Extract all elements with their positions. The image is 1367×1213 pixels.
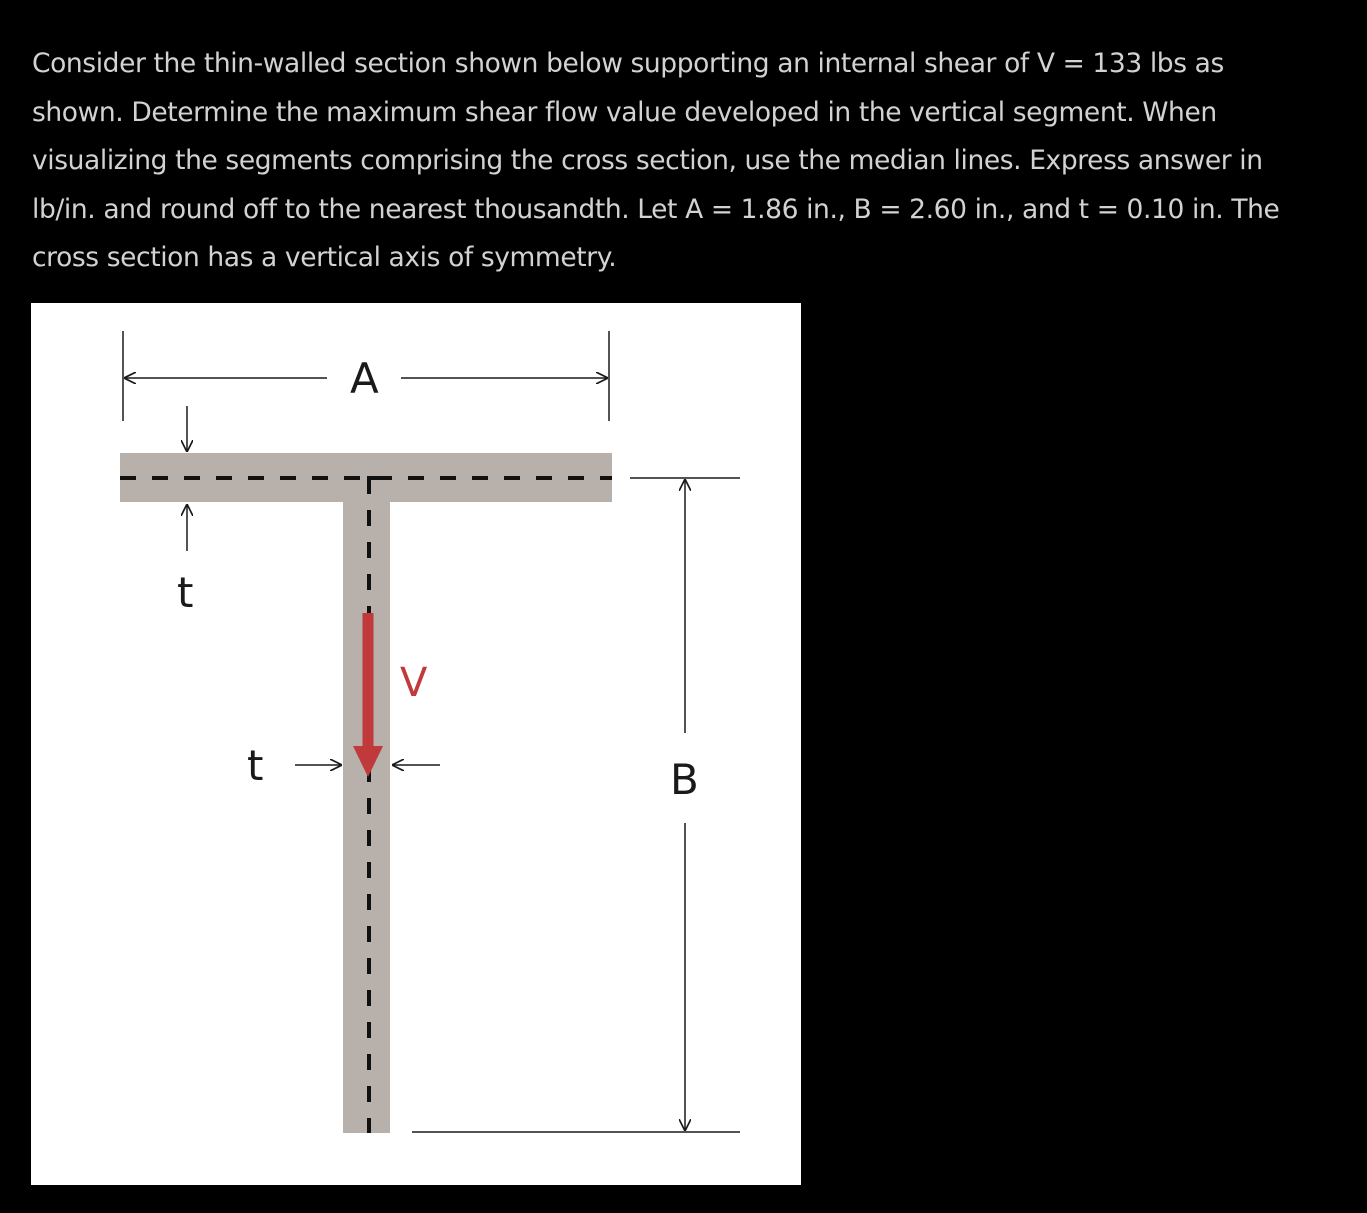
problem-line-3: visualizing the segments comprising the cross section, use the median lines. Express answer in	[32, 145, 1263, 176]
problem-line-5: cross section has a vertical axis of symmetry.	[32, 242, 617, 273]
web-thickness-label: t	[247, 741, 264, 790]
problem-line-4: lb/in. and round off to the nearest thousandth. Let A = 1.86 in., B = 2.60 in., and t = 0.10 in. The	[32, 193, 1280, 225]
flange-thickness-dimension	[177, 406, 193, 617]
dim-b-label: B	[670, 755, 699, 804]
problem-statement	[32, 40, 1357, 283]
problem-line-1: Consider the thin-walled section shown below supporting an internal shear of V = 133 lbs as	[32, 48, 1224, 79]
dimension-a	[123, 331, 609, 421]
dim-a-label: A	[350, 354, 379, 403]
shear-force-arrow	[353, 613, 428, 777]
flange-thickness-label: t	[177, 568, 194, 617]
problem-line-2: shown. Determine the maximum shear flow value developed in the vertical segment. When	[32, 96, 1217, 128]
tee-cross-section	[120, 453, 612, 1133]
tee-section-diagram	[31, 303, 801, 1185]
vertical-web	[343, 502, 390, 1133]
shear-force-label: V	[400, 660, 428, 706]
dimension-b	[412, 478, 740, 1132]
tee-section-figure	[31, 303, 801, 1185]
